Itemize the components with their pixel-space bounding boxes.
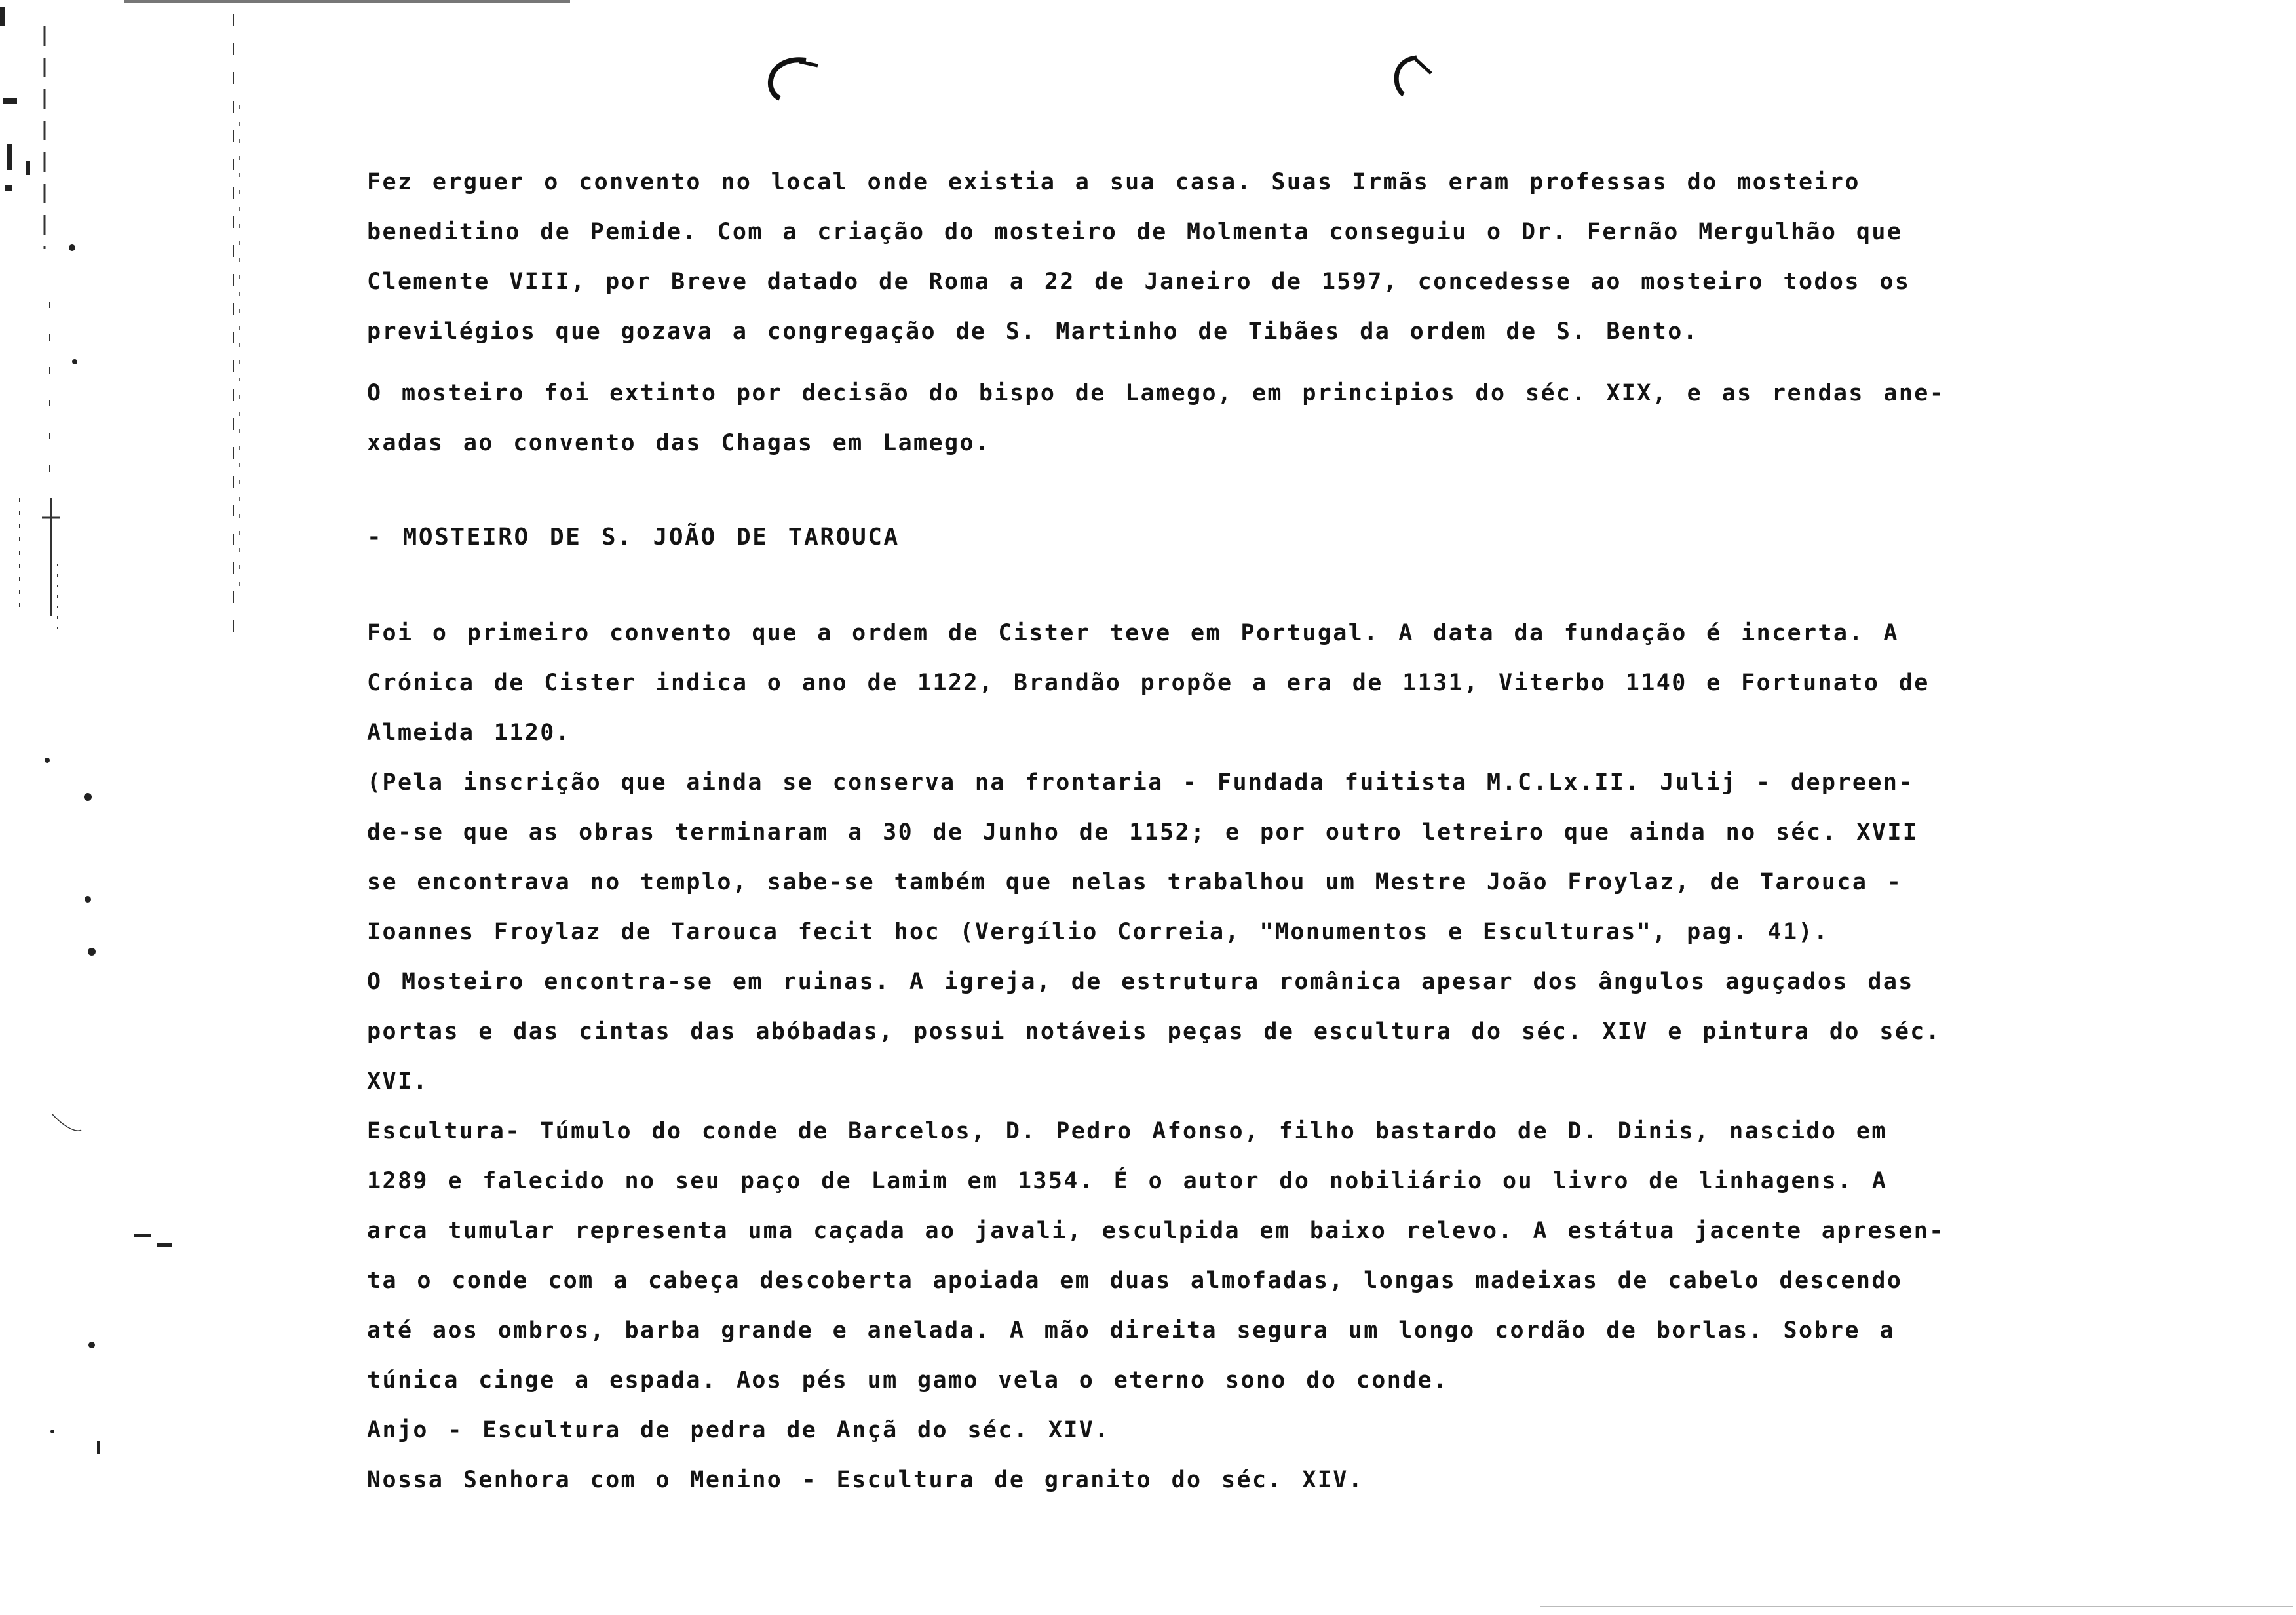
text-line: Escultura- Túmulo do conde de Barcelos, D. Pedro Afonso, filho bastardo de D. Dinis, nascido em [367,1118,1887,1144]
punch-hole-mark-right [1383,50,1455,109]
scan-edge-bottom [1540,1606,2293,1607]
text-line: (Pela inscrição que ainda se conserva na frontaria - Fundada fuitista M.C.Lx.II. Julij - depreen- [367,769,1914,796]
section-heading: - MOSTEIRO DE S. JOÃO DE TAROUCA [367,524,900,551]
text-line: Crónica de Cister indica o ano de 1122, Brandão propõe a era de 1131, Viterbo 1140 e Fortunato de [367,670,1930,696]
text-line: previlégios que gozava a congregação de S. Martinho de Tibães da ordem de S. Bento. [367,319,1699,345]
text-line: Nossa Senhora com o Menino - Escultura de granito do séc. XIV. [367,1467,1364,1493]
text-line: ta o conde com a cabeça descoberta apoiada em duas almofadas, longas madeixas de cabelo descendo [367,1268,1903,1294]
text-line: Ioannes Froylaz de Tarouca fecit hoc (Vergílio Correia, "Monumentos e Esculturas", pag. 41). [367,919,1829,945]
text-line: portas e das cintas das abóbadas, possui notáveis peças de escultura do séc. XIV e pintura do séc. [367,1019,1942,1045]
text-line: XVI. [367,1068,429,1095]
text-line: se encontrava no templo, sabe-se também que nelas trabalhou um Mestre João Froylaz, de Tarouca - [367,869,1903,895]
text-line: xadas ao convento das Chagas em Lamego. [367,430,991,456]
text-line: Almeida 1120. [367,720,571,746]
text-line: até aos ombros, barba grande e anelada. A mão direita segura um longo cordão de borlas. Sobre a [367,1317,1895,1344]
text-line: 1289 e falecido no seu paço de Lamim em 1354. É o autor do nobiliário ou livro de linhagens. A [367,1168,1888,1194]
text-line: O mosteiro foi extinto por decisão do bispo de Lamego, em principios do séc. XIX, e as rendas ane- [367,380,1945,406]
text-line: Foi o primeiro convento que a ordem de Cister teve em Portugal. A data da fundação é incerta. A [367,620,1899,646]
text-line: de-se que as obras terminaram a 30 de Junho de 1152; e por outro letreiro que ainda no séc. XVII [367,819,1919,846]
punch-hole-mark-left [760,52,839,111]
text-line: beneditino de Pemide. Com a criação do mosteiro de Molmenta conseguiu o Dr. Fernão Mergulhão que [367,219,1903,245]
text-line: Fez erguer o convento no local onde existia a sua casa. Suas Irmãs eram professas do mosteiro [367,169,1860,195]
text-line: Anjo - Escultura de pedra de Ançã do séc. XIV. [367,1417,1110,1443]
text-line: arca tumular representa uma caçada ao javali, esculpida em baixo relevo. A estátua jacente apresen- [367,1218,1945,1244]
text-line: O Mosteiro encontra-se em ruinas. A igreja, de estrutura românica apesar dos ângulos aguçados das [367,969,1914,995]
text-line: túnica cinge a espada. Aos pés um gamo vela o eterno sono do conde. [367,1367,1449,1393]
left-margin-scan-noise [0,0,275,1615]
text-line: Clemente VIII, por Breve datado de Roma a 22 de Janeiro de 1597, concedesse ao mosteiro todos os [367,269,1911,295]
document-body [367,157,2018,1505]
